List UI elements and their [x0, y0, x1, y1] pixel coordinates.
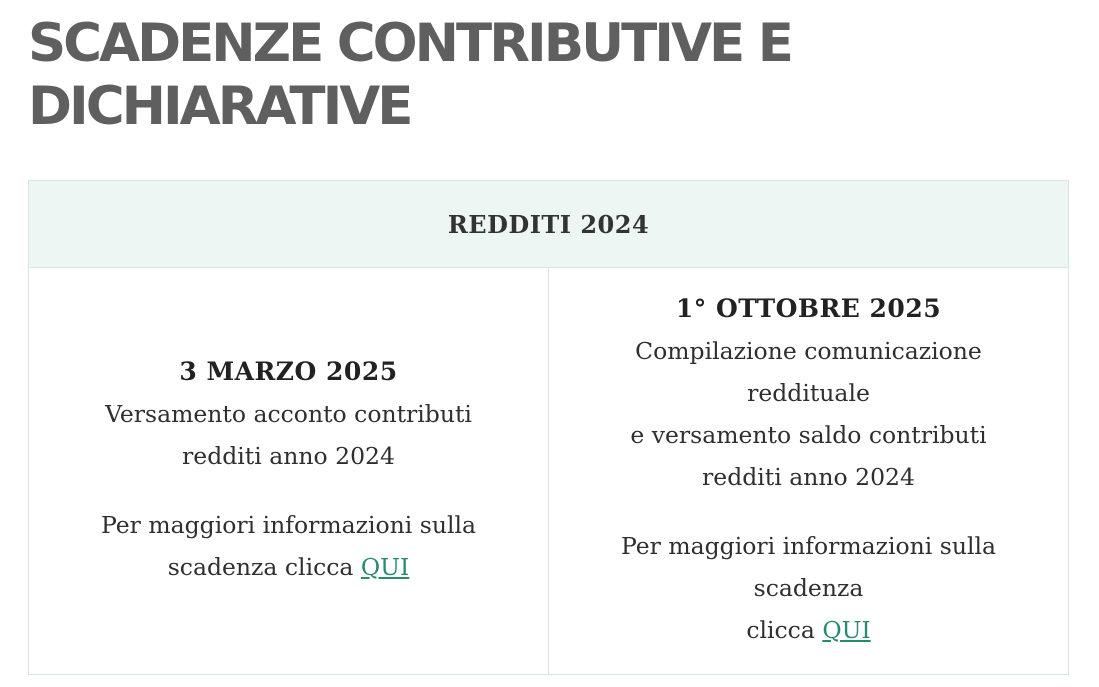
table-header-redditi: REDDITI 2024	[29, 181, 1069, 268]
deadline-content	[549, 288, 1068, 651]
info-line: scadenza clicca	[167, 552, 361, 581]
deadline-date: 3 MARZO 2025	[179, 356, 398, 386]
table-header-row	[29, 181, 1069, 268]
deadlines-row	[29, 268, 1069, 675]
deadline-description	[29, 393, 548, 477]
deadlines-table	[28, 180, 1069, 675]
deadline-description	[549, 330, 1068, 498]
info-line: Per maggiori informazioni sulla	[100, 510, 477, 539]
description-line: Versamento acconto contributi	[105, 399, 472, 428]
deadline-content	[29, 351, 548, 588]
description-line: reddituale	[747, 378, 870, 407]
deadline-cell-march	[29, 268, 549, 675]
description-line: redditi anno 2024	[702, 462, 915, 491]
page-title: SCADENZE CONTRIBUTIVE E DICHIARATIVE	[28, 13, 791, 137]
deadline-date: 1° OTTOBRE 2025	[675, 293, 942, 323]
description-line: redditi anno 2024	[182, 441, 395, 470]
deadline-cell-october	[549, 268, 1069, 675]
info-line: clicca	[746, 615, 823, 644]
description-line: Compilazione comunicazione	[635, 336, 982, 365]
info-line: scadenza	[753, 573, 864, 602]
more-info-link[interactable]: QUI	[360, 552, 410, 581]
deadline-info	[29, 504, 548, 588]
info-line: Per maggiori informazioni sulla	[620, 531, 997, 560]
more-info-link[interactable]: QUI	[822, 615, 871, 644]
deadline-info	[549, 525, 1068, 651]
description-line: e versamento saldo contributi	[630, 420, 987, 449]
